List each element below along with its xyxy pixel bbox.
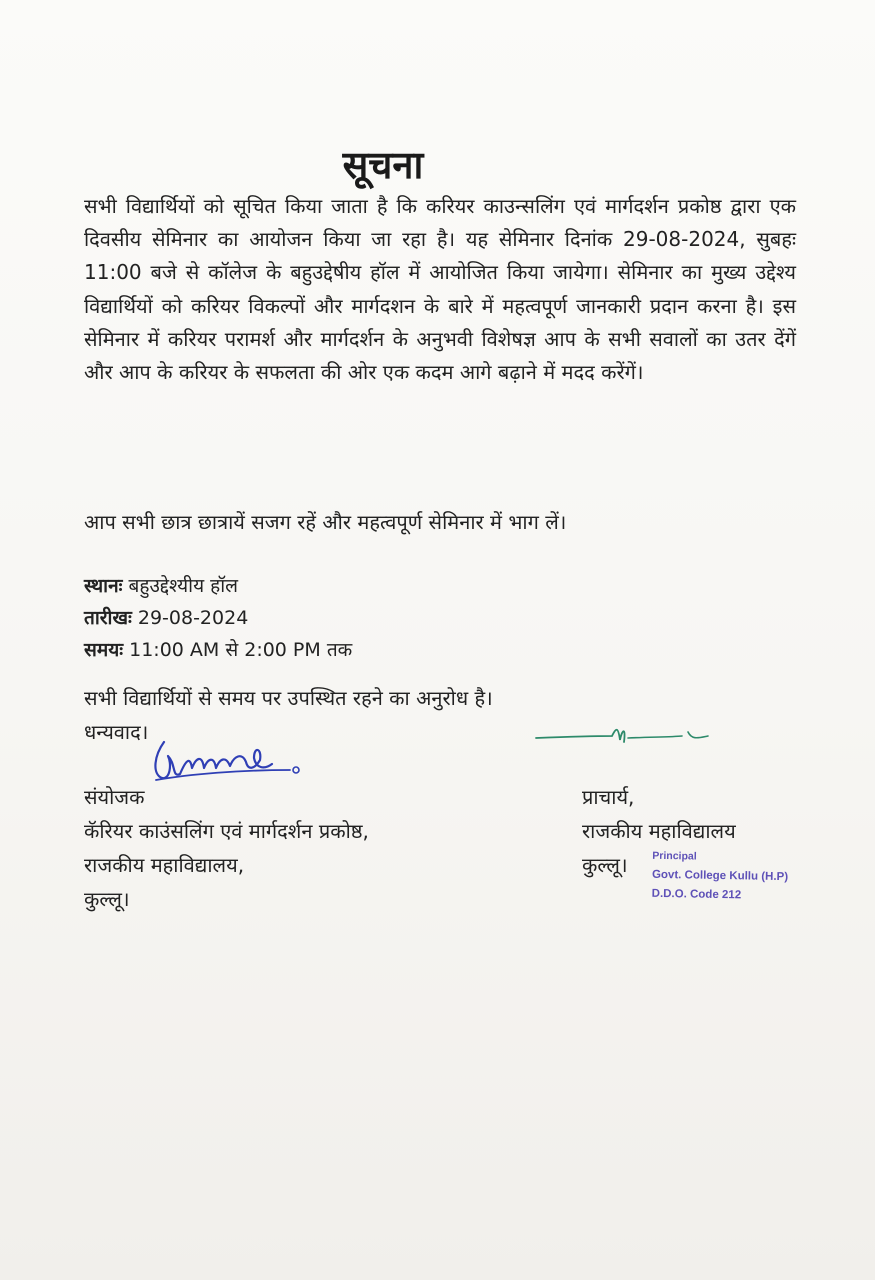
stamp-line-3: D.D.O. Code 212 (651, 887, 742, 902)
date-value: 29-08-2024 (131, 607, 249, 629)
principal-place: कुल्लू। (582, 853, 628, 877)
venue-value: बहुउद्देश्यीय हॉल (122, 575, 239, 597)
coordinator-college: राजकीय महाविद्यालय, (84, 853, 245, 877)
notice-body-paragraph: सभी विद्यार्थियों को सूचित किया जाता है कि करियर काउन्सलिंग एवं मार्गदर्शन प्रकोष्ठ द्वारा एक दिवसीय सेमिनार का आयोजन किया जा रहा है। यह सेमिनार दिनांक 29-08-2024, सुबहः 11:00 बजे से कॉलेज के बहुउद्देषीय हॉल में आयोजित किया जायेगा। सेमिनार का मुख्य उद्देश्य विद्यार्थियों को करियर विकल्पों और मार्गदशन के बारे में महत्वपूर्ण जानकारी प्रदान करना है। इस सेमिनार में करियर परामर्श और मार्गदर्शन के अनुभवी विशेषज्ञ आप के सभी सवालों का उतर देंगें और आप के करियर के सफलता की ओर एक कदम आगे बढ़ाने में मदद करेंगें। (84, 194, 796, 385)
notice-appeal: आप सभी छात्र छात्रायें सजग रहें और महत्वपूर्ण सेमिनार में भाग लें। (84, 510, 567, 534)
coordinator-block (84, 780, 369, 916)
principal-college: राजकीय महाविद्यालय (582, 819, 736, 843)
stamp-line-1: Principal (652, 849, 697, 863)
stamp-line-2: Govt. College Kullu (H.P) (651, 868, 789, 884)
principal-designation: प्राचार्य, (582, 785, 635, 809)
date-row (84, 604, 248, 630)
coordinator-designation: संयोजक (84, 785, 145, 809)
notice-title: सूचना (342, 143, 424, 187)
time-label: समयः (84, 639, 124, 661)
venue-label: स्थानः (84, 575, 123, 597)
thanks-text: धन्यवाद। (84, 720, 149, 744)
date-label: तारीखः (84, 607, 132, 629)
principal-signature (532, 722, 712, 748)
coordinator-place: कुल्लू। (84, 887, 130, 911)
principal-stamp (652, 847, 789, 906)
attendance-request: सभी विद्यार्थियों से समय पर उपस्थित रहने का अनुरोध है। (84, 686, 493, 710)
time-value: 11:00 AM से 2:00 PM तक (123, 639, 353, 661)
time-row (84, 636, 352, 662)
coordinator-cell-name: कॅरियर काउंसलिंग एवं मार्गदर्शन प्रकोष्ठ, (84, 819, 369, 843)
coordinator-signature (150, 734, 310, 786)
venue-row (84, 572, 238, 598)
